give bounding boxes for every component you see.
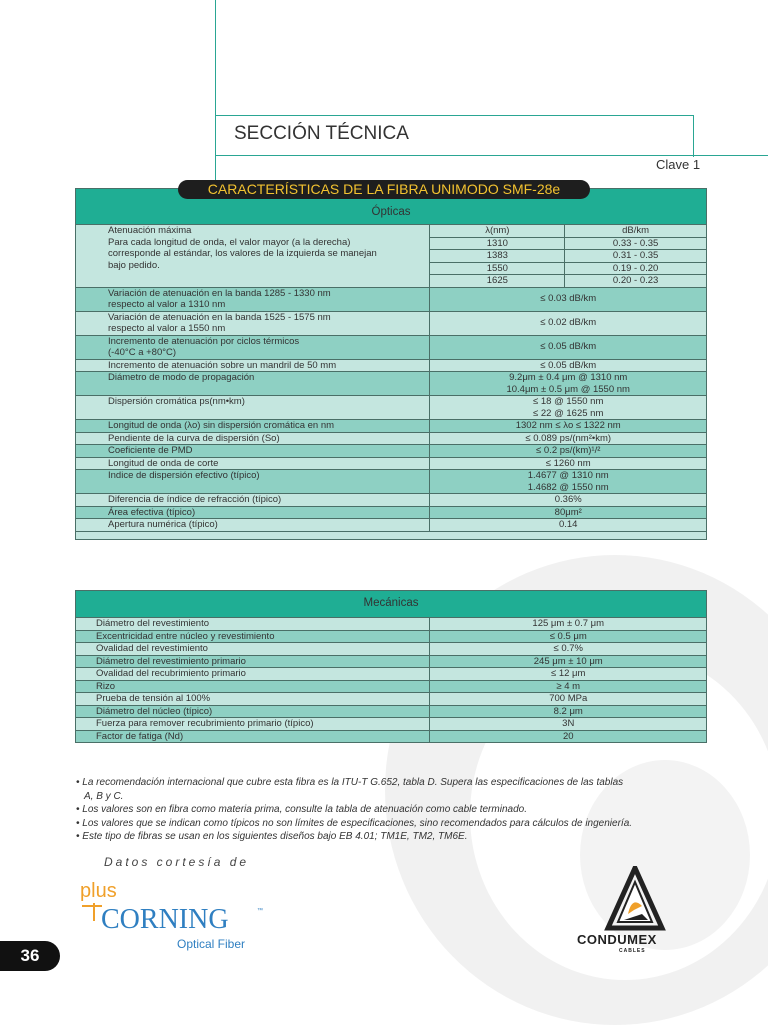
optical-spec-value-line: ≤ 0.03 dB/km (540, 293, 597, 305)
optical-spec-label-line: respecto al valor a 1550 nm (108, 323, 226, 334)
optical-spec-row (76, 445, 707, 458)
optical-spec-value (430, 432, 707, 445)
optical-spec-label-line: respecto al valor a 1310 nm (108, 299, 226, 310)
clave-label: Clave 1 (656, 157, 701, 172)
mechanical-spec-label: Rizo (76, 680, 430, 693)
wavelength-cell: 1383 (430, 250, 565, 263)
optical-spec-label (76, 519, 430, 532)
optical-spec-label-line: Variación de atenuación en la banda 1525 - 1575 nm (108, 311, 331, 323)
mechanical-spec-row (76, 668, 707, 681)
optical-spec-label (76, 396, 430, 420)
mechanical-spec-row (76, 630, 707, 643)
corning-subtitle: Optical Fiber (177, 937, 246, 951)
optical-spec-label (76, 372, 430, 396)
mechanical-spec-label: Ovalidad del revestimiento (76, 643, 430, 656)
condumex-triangle-icon (572, 866, 702, 932)
optical-spec-label (76, 506, 430, 519)
attenuation-label-line: Atenuación máxima (108, 225, 192, 236)
optical-spacer-row (76, 531, 707, 539)
optical-spec-value-line: 0.36% (554, 494, 582, 505)
optical-spec-value (430, 506, 707, 519)
mechanical-spec-label: Diámetro del revestimiento (76, 618, 430, 631)
attenuation-label-line: Para cada longitud de onda, el valor mayor (a la derecha) (108, 236, 351, 248)
condumex-subtitle: CABLES (619, 948, 646, 954)
attenuation-value-cell: 0.33 - 0.35 (565, 237, 707, 250)
optical-spec-label (76, 470, 430, 494)
optical-spec-value (430, 445, 707, 458)
footnote-line: A, B y C. (84, 790, 124, 802)
optical-spec-label-line: Incremento de atenuación sobre un mandril de 50 mm (108, 359, 337, 371)
mechanical-specs-table (75, 590, 707, 743)
optical-spec-label-line: Diferencia de índice de refracción (típico) (108, 494, 282, 505)
optical-spec-label-line: Indice de dispersión efectivo (típico) (108, 470, 260, 481)
footnotes (76, 776, 696, 844)
attenuation-column-header: dB/km (565, 225, 707, 238)
optical-spec-label-line: Longitud de onda de corte (108, 457, 219, 469)
mechanical-spec-row (76, 655, 707, 668)
optical-spec-value (430, 359, 707, 372)
optical-spec-row (76, 396, 707, 420)
optical-spec-value (430, 494, 707, 507)
optical-spec-label-line: Variación de atenuación en la banda 1285 - 1330 nm (108, 287, 331, 299)
optical-spec-row (76, 420, 707, 433)
mechanical-spec-value: ≤ 0.5 μm (430, 630, 707, 643)
mechanical-spec-row (76, 705, 707, 718)
mechanical-spec-value: ≥ 4 m (430, 680, 707, 693)
optical-spec-row (76, 432, 707, 445)
mechanical-spec-label: Excentricidad entre núcleo y revestimiento (76, 630, 430, 643)
optical-spec-value-line: ≤ 0.05 dB/km (540, 359, 597, 371)
optical-spec-label (76, 457, 430, 470)
mechanical-spec-row (76, 730, 707, 743)
mechanical-spec-value: ≤ 0.7% (430, 643, 707, 656)
mechanical-spec-label: Diámetro del núcleo (típico) (76, 705, 430, 718)
optical-spec-label (76, 494, 430, 507)
attenuation-value-cell: 0.19 - 0.20 (565, 262, 707, 275)
optical-spec-value-line: 1.4677 @ 1310 nm (527, 470, 609, 481)
mechanical-spec-value: 700 MPa (430, 693, 707, 706)
footnote-line: • La recomendación internacional que cubre esta fibra es la ITU-T G.652, tabla D. Supera las especificaciones de las tablas (76, 777, 624, 788)
mechanical-spec-row (76, 680, 707, 693)
mechanical-spec-label: Factor de fatiga (Nd) (76, 730, 430, 743)
wavelength-cell: 1550 (430, 262, 565, 275)
optical-spec-row (76, 470, 707, 494)
optical-spec-value-line: 0.14 (558, 519, 578, 530)
optical-spec-value-line: ≤ 0.02 dB/km (540, 317, 597, 329)
optical-spec-row (76, 359, 707, 372)
accent-line-horizontal-top (215, 115, 693, 116)
mechanical-heading-row (76, 591, 707, 618)
optical-spec-value-line: 10.4μm ± 0.5 μm @ 1550 nm (506, 383, 630, 395)
mechanical-spec-label: Ovalidad del recubrimiento primario (76, 668, 430, 681)
optical-spec-value-line: ≤ 0.2 ps/(km)¹/² (536, 445, 601, 456)
wavelength-cell: 1625 (430, 275, 565, 288)
optical-spec-label (76, 359, 430, 372)
optical-spec-value (430, 420, 707, 433)
optical-spec-label (76, 335, 430, 359)
courtesy-text: Datos cortesía de (104, 855, 250, 869)
condumex-logo (572, 866, 702, 956)
optical-spec-value (430, 372, 707, 396)
optical-spec-label-line: Diámetro de modo de propagación (108, 372, 255, 383)
optical-spec-label-line: (-40°C a +80°C) (108, 347, 177, 358)
optical-spec-value (430, 470, 707, 494)
optical-spec-row (76, 372, 707, 396)
optical-heading: Ópticas (76, 189, 707, 225)
optical-spacer-cell (76, 531, 707, 539)
attenuation-value-cell: 0.31 - 0.35 (565, 250, 707, 263)
mechanical-spec-value: 245 μm ± 10 μm (430, 655, 707, 668)
optical-spec-label-line: Coeficiente de PMD (108, 445, 193, 456)
mechanical-spec-row (76, 643, 707, 656)
accent-line-vertical (215, 0, 216, 188)
optical-spec-label-line: Apertura numérica (típico) (108, 519, 218, 530)
attenuation-label-line: bajo pedido. (108, 259, 160, 271)
attenuation-label (76, 225, 430, 288)
attenuation-header-row (76, 225, 707, 238)
optical-spec-row (76, 519, 707, 532)
optical-spec-value (430, 311, 707, 335)
optical-spec-row (76, 287, 707, 311)
optical-spec-label-line: Incremento de atenuación por ciclos térmicos (108, 335, 300, 347)
accent-line-vertical-right (693, 115, 694, 157)
mechanical-spec-label: Fuerza para remover recubrimiento primario (típico) (76, 718, 430, 731)
optical-spec-value (430, 335, 707, 359)
mechanical-spec-label: Diámetro del revestimiento primario (76, 655, 430, 668)
footnote-line: • Los valores que se indican como típicos no son límites de especificaciones, sino recomendados para cálculos de ingeniería. (76, 817, 633, 829)
optical-specs-table (75, 188, 707, 540)
optical-spec-label-line: Longitud de onda (λo) sin dispersión cromática en nm (108, 420, 335, 431)
mechanical-spec-value: ≤ 12 μm (430, 668, 707, 681)
optical-spec-value-line: ≤ 0.089 ps/(nm²•km) (525, 432, 612, 444)
optical-spec-label (76, 287, 430, 311)
corning-plus-text: plus (80, 880, 117, 902)
optical-spec-value (430, 396, 707, 420)
optical-spec-value (430, 519, 707, 532)
corning-trademark: ™ (257, 908, 263, 914)
corning-mark-horizontal (82, 905, 102, 907)
optical-spec-label-line: Área efectiva (típico) (108, 506, 196, 518)
optical-spec-value-line: 1.4682 @ 1550 nm (527, 481, 609, 493)
mechanical-spec-value: 20 (430, 730, 707, 743)
optical-spec-row (76, 457, 707, 470)
optical-spec-value-line: ≤ 18 @ 1550 nm (533, 396, 604, 407)
table-title-banner: CARACTERÍSTICAS DE LA FIBRA UNIMODO SMF-28e (178, 180, 590, 199)
optical-spec-value-line: 80μm² (554, 506, 582, 518)
wavelength-cell: 1310 (430, 237, 565, 250)
condumex-name: CONDUMEX (577, 932, 657, 947)
optical-spec-row (76, 506, 707, 519)
optical-spec-label (76, 432, 430, 445)
page-number: 36 (0, 941, 60, 971)
corning-logo (76, 880, 276, 956)
optical-spec-label (76, 311, 430, 335)
attenuation-value-cell: 0.20 - 0.23 (565, 275, 707, 288)
mechanical-spec-row (76, 693, 707, 706)
mechanical-heading: Mecánicas (76, 591, 707, 618)
optical-spec-value (430, 287, 707, 311)
optical-spec-label (76, 420, 430, 433)
optical-spec-row (76, 335, 707, 359)
mechanical-spec-value: 3N (430, 718, 707, 731)
optical-spec-value-line: ≤ 1260 nm (545, 457, 591, 469)
accent-line-horizontal (215, 155, 768, 156)
footnote-line: • Este tipo de fibras se usan en los siguientes diseños bajo EB 4.01; TM1E, TM2, TM6E. (76, 831, 468, 842)
optical-spec-row (76, 494, 707, 507)
wavelength-column-header: λ(nm) (430, 225, 565, 238)
optical-spec-value-line: 1302 nm ≤ λo ≤ 1322 nm (515, 420, 621, 431)
optical-spec-value-line: 9.2μm ± 0.4 μm @ 1310 nm (509, 372, 628, 383)
mechanical-spec-row (76, 618, 707, 631)
mechanical-spec-value: 125 μm ± 0.7 μm (430, 618, 707, 631)
mechanical-spec-value: 8.2 μm (430, 705, 707, 718)
optical-spec-label-line: Pendiente de la curva de dispersión (So) (108, 432, 280, 444)
mechanical-spec-row (76, 718, 707, 731)
optical-spec-row (76, 311, 707, 335)
optical-spec-value-line: ≤ 22 @ 1625 nm (533, 407, 604, 419)
section-title: SECCIÓN TÉCNICA (234, 123, 409, 144)
footnote-line: • Los valores son en fibra como materia prima, consulte la tabla de atenuación como cable terminado. (76, 804, 527, 815)
optical-spec-label (76, 445, 430, 458)
optical-spec-value (430, 457, 707, 470)
optical-spec-value-line: ≤ 0.05 dB/km (540, 341, 597, 353)
optical-spec-label-line: Dispersión cromática ps(nm•km) (108, 396, 245, 407)
corning-name: CORNING (101, 904, 229, 935)
mechanical-spec-label: Prueba de tensión al 100% (76, 693, 430, 706)
attenuation-label-line: corresponde al estándar, los valores de la izquierda se manejan (108, 248, 377, 259)
